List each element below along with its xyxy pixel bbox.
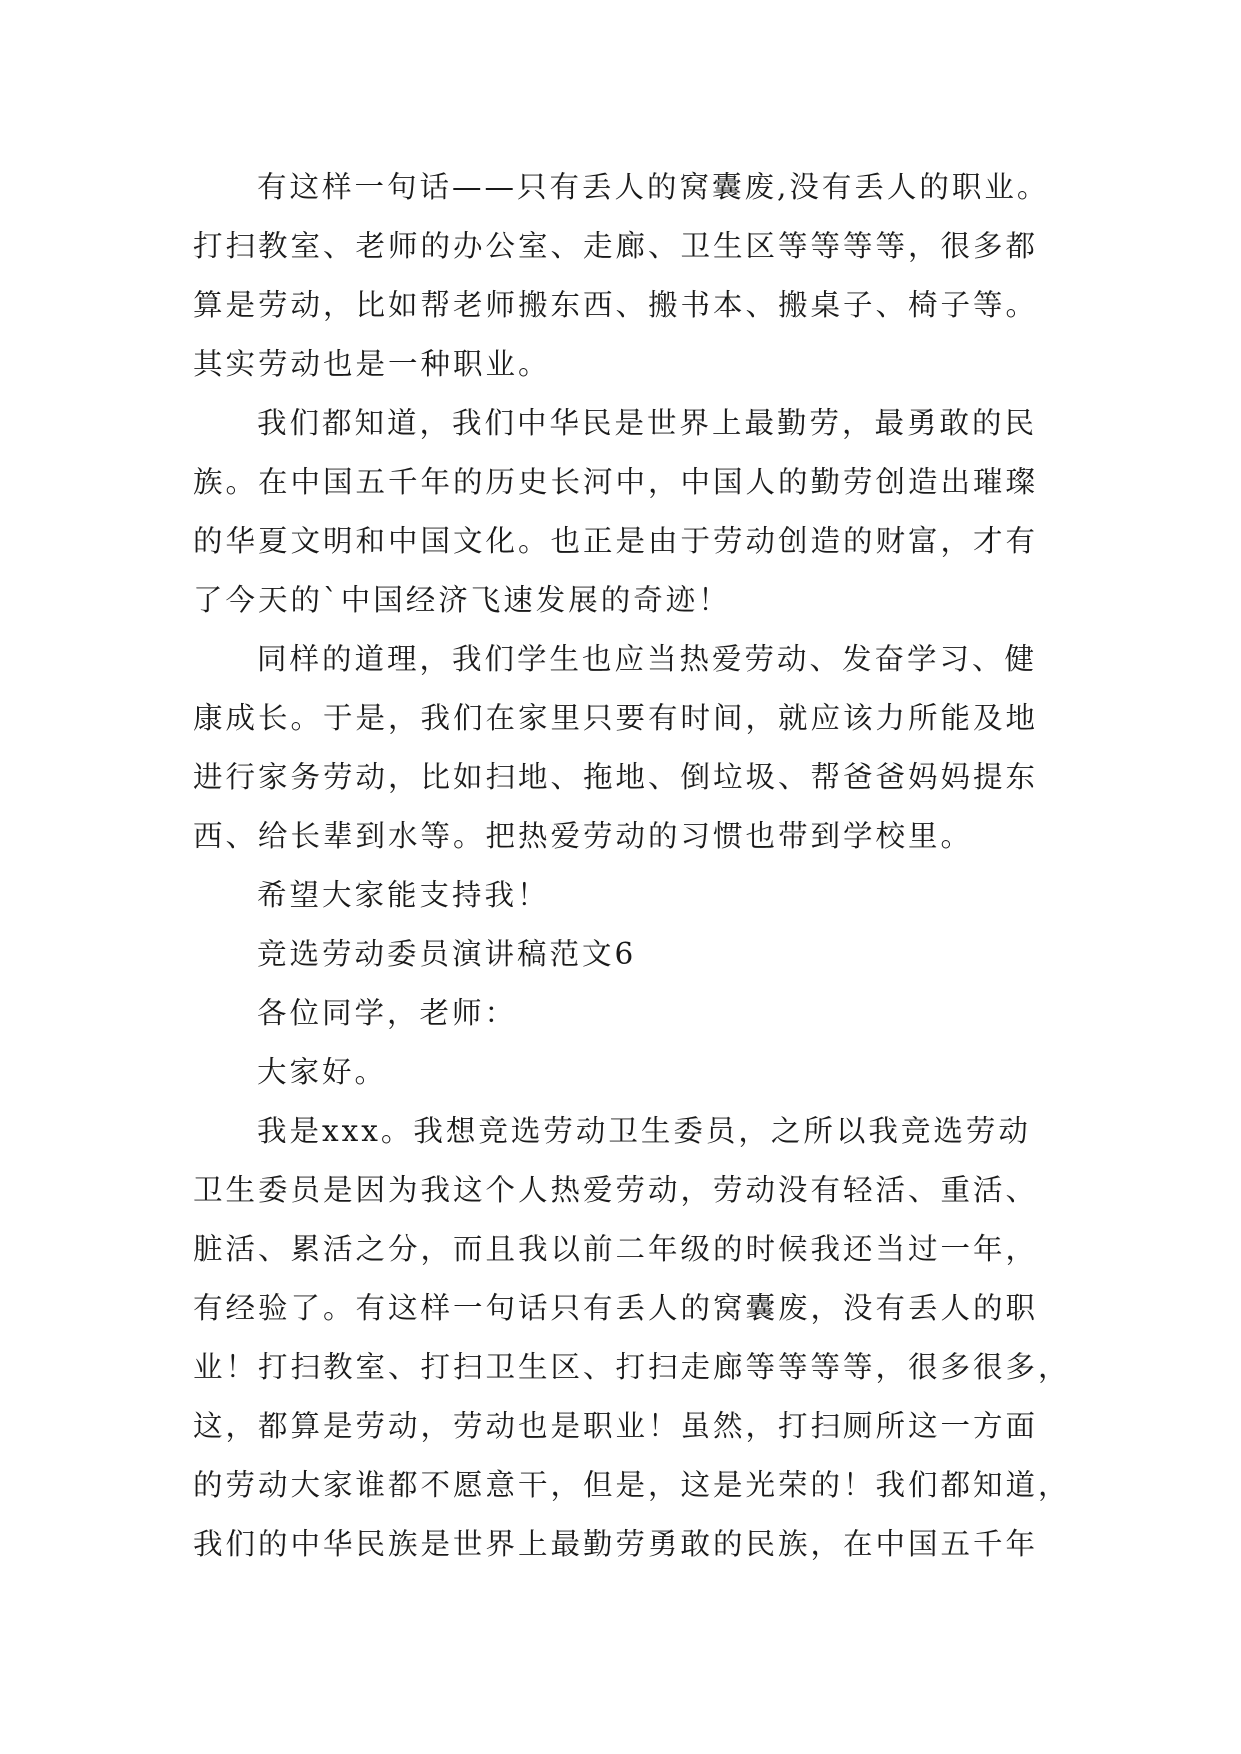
text-line: 康成长。于是，我们在家里只要有时间，就应该力所能及地 <box>193 701 1039 735</box>
text-line: 的华夏文明和中国文化。也正是由于劳动创造的财富，才有 <box>193 524 1039 558</box>
text-line: 其实劳动也是一种职业。 <box>193 347 551 381</box>
text-line: 希望大家能支持我！ <box>257 878 550 912</box>
text-line: 西、给长辈到水等。把热爱劳动的习惯也带到学校里。 <box>193 819 974 853</box>
text-line: 有这样一句话——只有丢人的窝囊废,没有丢人的职业。 <box>257 170 1050 204</box>
text-line: 各位同学，老师： <box>257 996 518 1030</box>
text-line: 进行家务劳动，比如扫地、拖地、倒垃圾、帮爸爸妈妈提东 <box>193 760 1039 794</box>
text-line: 我们都知道，我们中华民是世界上最勤劳，最勇敢的民 <box>257 406 1038 440</box>
text-line: 这，都算是劳动，劳动也是职业！虽然，打扫厕所这一方面 <box>193 1409 1039 1443</box>
text-line: 族。在中国五千年的历史长河中，中国人的勤劳创造出璀璨 <box>193 465 1039 499</box>
text-line: 算是劳动，比如帮老师搬东西、搬书本、搬桌子、椅子等。 <box>193 288 1039 322</box>
text-line: 了今天的`中国经济飞速发展的奇迹！ <box>193 583 731 617</box>
text-line: 我们的中华民族是世界上最勤劳勇敢的民族，在中国五千年 <box>193 1527 1039 1561</box>
text-line: 我是xxx。我想竞选劳动卫生委员，之所以我竞选劳动 <box>257 1114 1031 1148</box>
text-line: 打扫教室、老师的办公室、走廊、卫生区等等等等，很多都 <box>193 229 1039 263</box>
text-line: 同样的道理，我们学生也应当热爱劳动、发奋学习、健 <box>257 642 1038 676</box>
text-line: 脏活、累活之分，而且我以前二年级的时候我还当过一年， <box>193 1232 1039 1266</box>
document-body <box>193 158 1073 1574</box>
text-line: 的劳动大家谁都不愿意干，但是，这是光荣的！我们都知道， <box>193 1468 1071 1502</box>
text-line: 大家好。 <box>257 1055 388 1089</box>
text-line: 卫生委员是因为我这个人热爱劳动，劳动没有轻活、重活、 <box>193 1173 1039 1207</box>
text-line: 有经验了。有这样一句话只有丢人的窝囊废，没有丢人的职 <box>193 1291 1039 1325</box>
text-line: 业！打扫教室、打扫卫生区、打扫走廊等等等等，很多很多， <box>193 1350 1071 1384</box>
text-line: 竞选劳动委员演讲稿范文6 <box>257 937 637 971</box>
